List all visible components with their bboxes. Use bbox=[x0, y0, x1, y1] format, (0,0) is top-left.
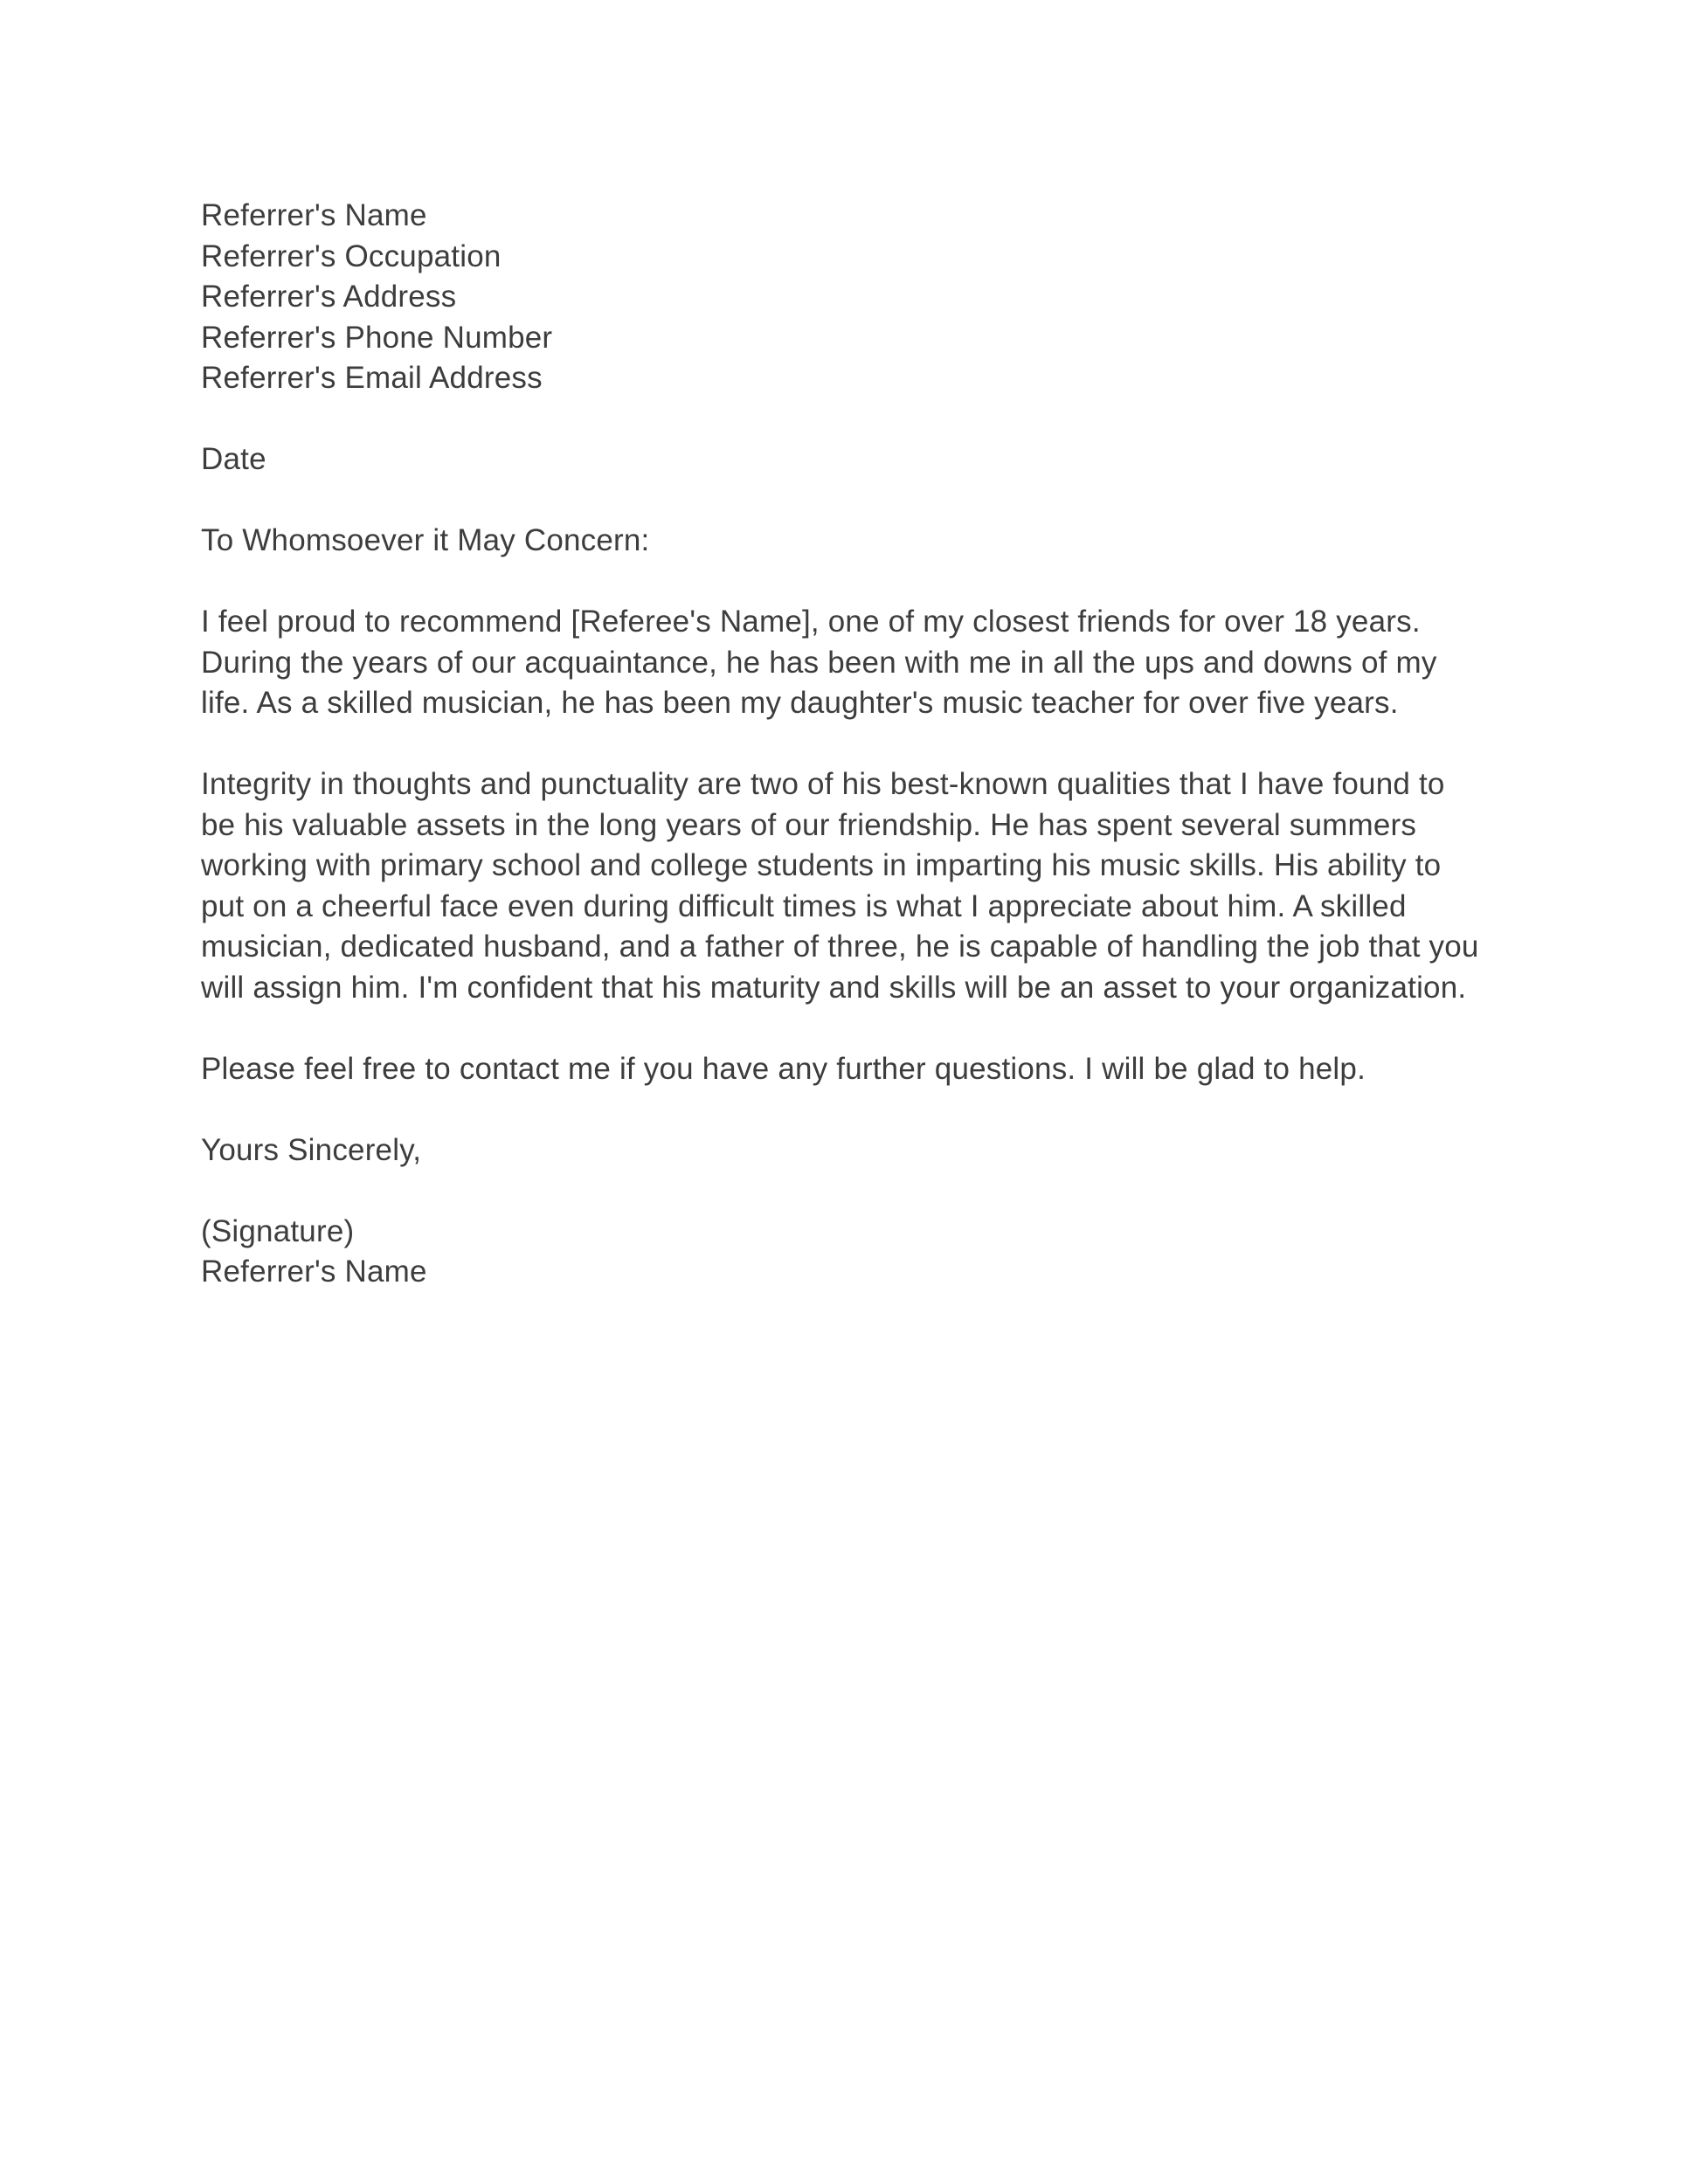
sender-phone: Referrer's Phone Number bbox=[201, 320, 553, 355]
signature-block bbox=[201, 1212, 1487, 1293]
body-paragraph-1: I feel proud to recommend [Referee's Name], one of my closest friends for over 18 years. During the years of our acquaintance, he has been with me in all the ups and downs of my life. As a skilled musician, he has been my daughter's music teacher for over five years. bbox=[201, 605, 1437, 720]
signature-name: Referrer's Name bbox=[201, 1254, 427, 1289]
closing: Yours Sincerely, bbox=[201, 1132, 422, 1167]
sender-block bbox=[201, 196, 1487, 399]
letter-content bbox=[201, 196, 1487, 1333]
body-paragraph-3: Please feel free to contact me if you have any further questions. I will be glad to help. bbox=[201, 1051, 1366, 1086]
salutation: To Whomsoever it May Concern: bbox=[201, 523, 650, 557]
body-paragraph-2: Integrity in thoughts and punctuality are two of his best-known qualities that I have found to be his valuable assets in the long years of our friendship. He has spent several summers working with primary school and college students in imparting his music skills. His ability to put on a cheerful face even during difficult times is what I appreciate about him. A skilled musician, dedicated husband, and a father of three, he is capable of handling the job that you will assign him. I'm confident that his maturity and skills will be an asset to your organization. bbox=[201, 767, 1479, 1005]
sender-occupation: Referrer's Occupation bbox=[201, 238, 502, 273]
sender-email: Referrer's Email Address bbox=[201, 361, 543, 395]
date-line: Date bbox=[201, 442, 266, 476]
sender-address: Referrer's Address bbox=[201, 280, 457, 314]
signature-placeholder: (Signature) bbox=[201, 1213, 355, 1248]
sender-name: Referrer's Name bbox=[201, 198, 427, 232]
